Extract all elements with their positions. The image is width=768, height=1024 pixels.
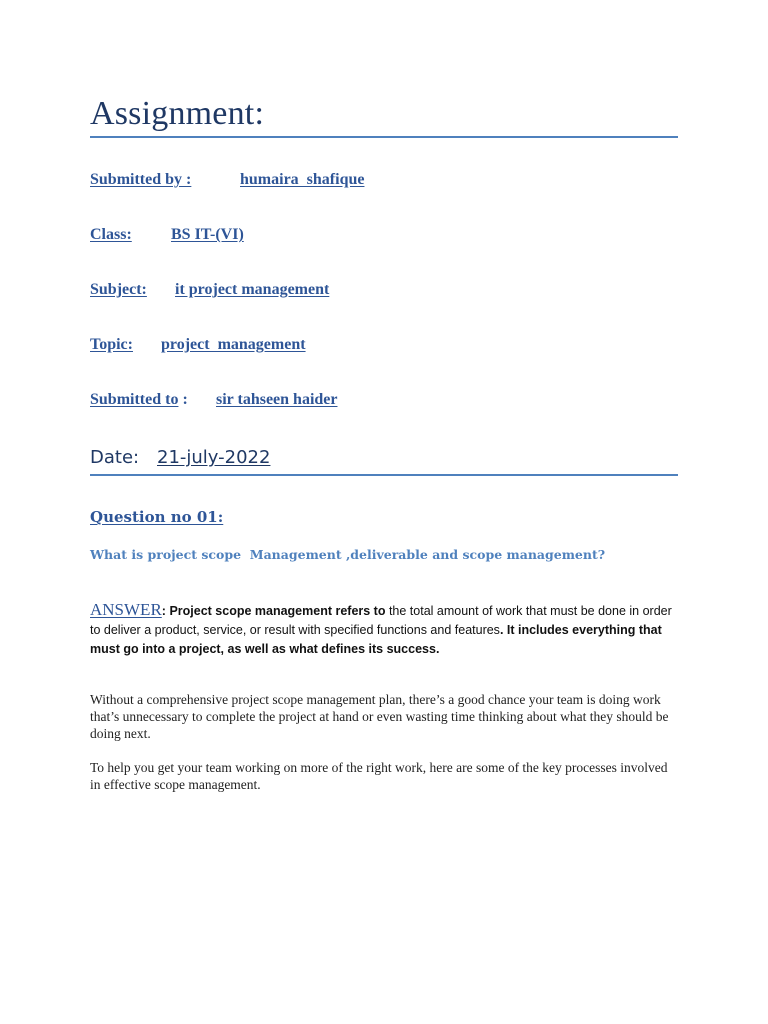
submitted-to-value: sir tahseen haider xyxy=(216,391,338,408)
answer-label: ANSWER xyxy=(90,600,162,619)
submitted-by-value: humaira shafique xyxy=(240,171,365,188)
class-value: BS IT-(VI) xyxy=(171,226,244,243)
subject-label: Subject: xyxy=(90,281,147,298)
question-heading: Question no 01: xyxy=(90,508,224,526)
answer-body: the total amount of work that must be done in order to deliver a product, service, or result with specified functions and features xyxy=(90,604,672,637)
subject-value: it project management xyxy=(175,281,330,298)
date-field xyxy=(90,447,271,468)
topic-value: project management xyxy=(161,336,306,353)
date-label: Date: xyxy=(90,447,140,468)
topic-label: Topic: xyxy=(90,336,133,353)
class-field xyxy=(90,226,244,244)
body-paragraph-2: To help you get your team working on more of the right work, here are some of the key processes involved in effective scope management. xyxy=(90,760,668,792)
title-divider xyxy=(90,136,678,138)
submitted-to-colon: : xyxy=(178,391,188,408)
answer-paragraph xyxy=(90,600,680,659)
submitted-by-field xyxy=(90,171,365,189)
class-label: Class: xyxy=(90,226,132,243)
answer-bold-intro: Project scope management refers to xyxy=(169,604,386,618)
answer-bold-end: . It includes everything that must go into a project, as well as what defines its success. xyxy=(90,623,662,656)
subject-field xyxy=(90,281,330,299)
answer-colon: : xyxy=(161,604,166,618)
body-paragraph-1: Without a comprehensive project scope management plan, there’s a good chance your team is doing work that’s unnecessary to complete the project at hand or even wasting time thinking about what they should be doing next. xyxy=(90,692,669,741)
date-divider xyxy=(90,474,678,476)
date-value: 21-july-2022 xyxy=(157,447,271,468)
submitted-to-field xyxy=(90,391,338,409)
topic-field xyxy=(90,336,306,354)
submitted-by-label: Submitted by : xyxy=(90,171,192,188)
question-text: What is project scope Management ,deliverable and scope management? xyxy=(90,547,606,562)
submitted-to-label: Submitted to xyxy=(90,391,179,408)
document-title: Assignment: xyxy=(90,95,265,132)
